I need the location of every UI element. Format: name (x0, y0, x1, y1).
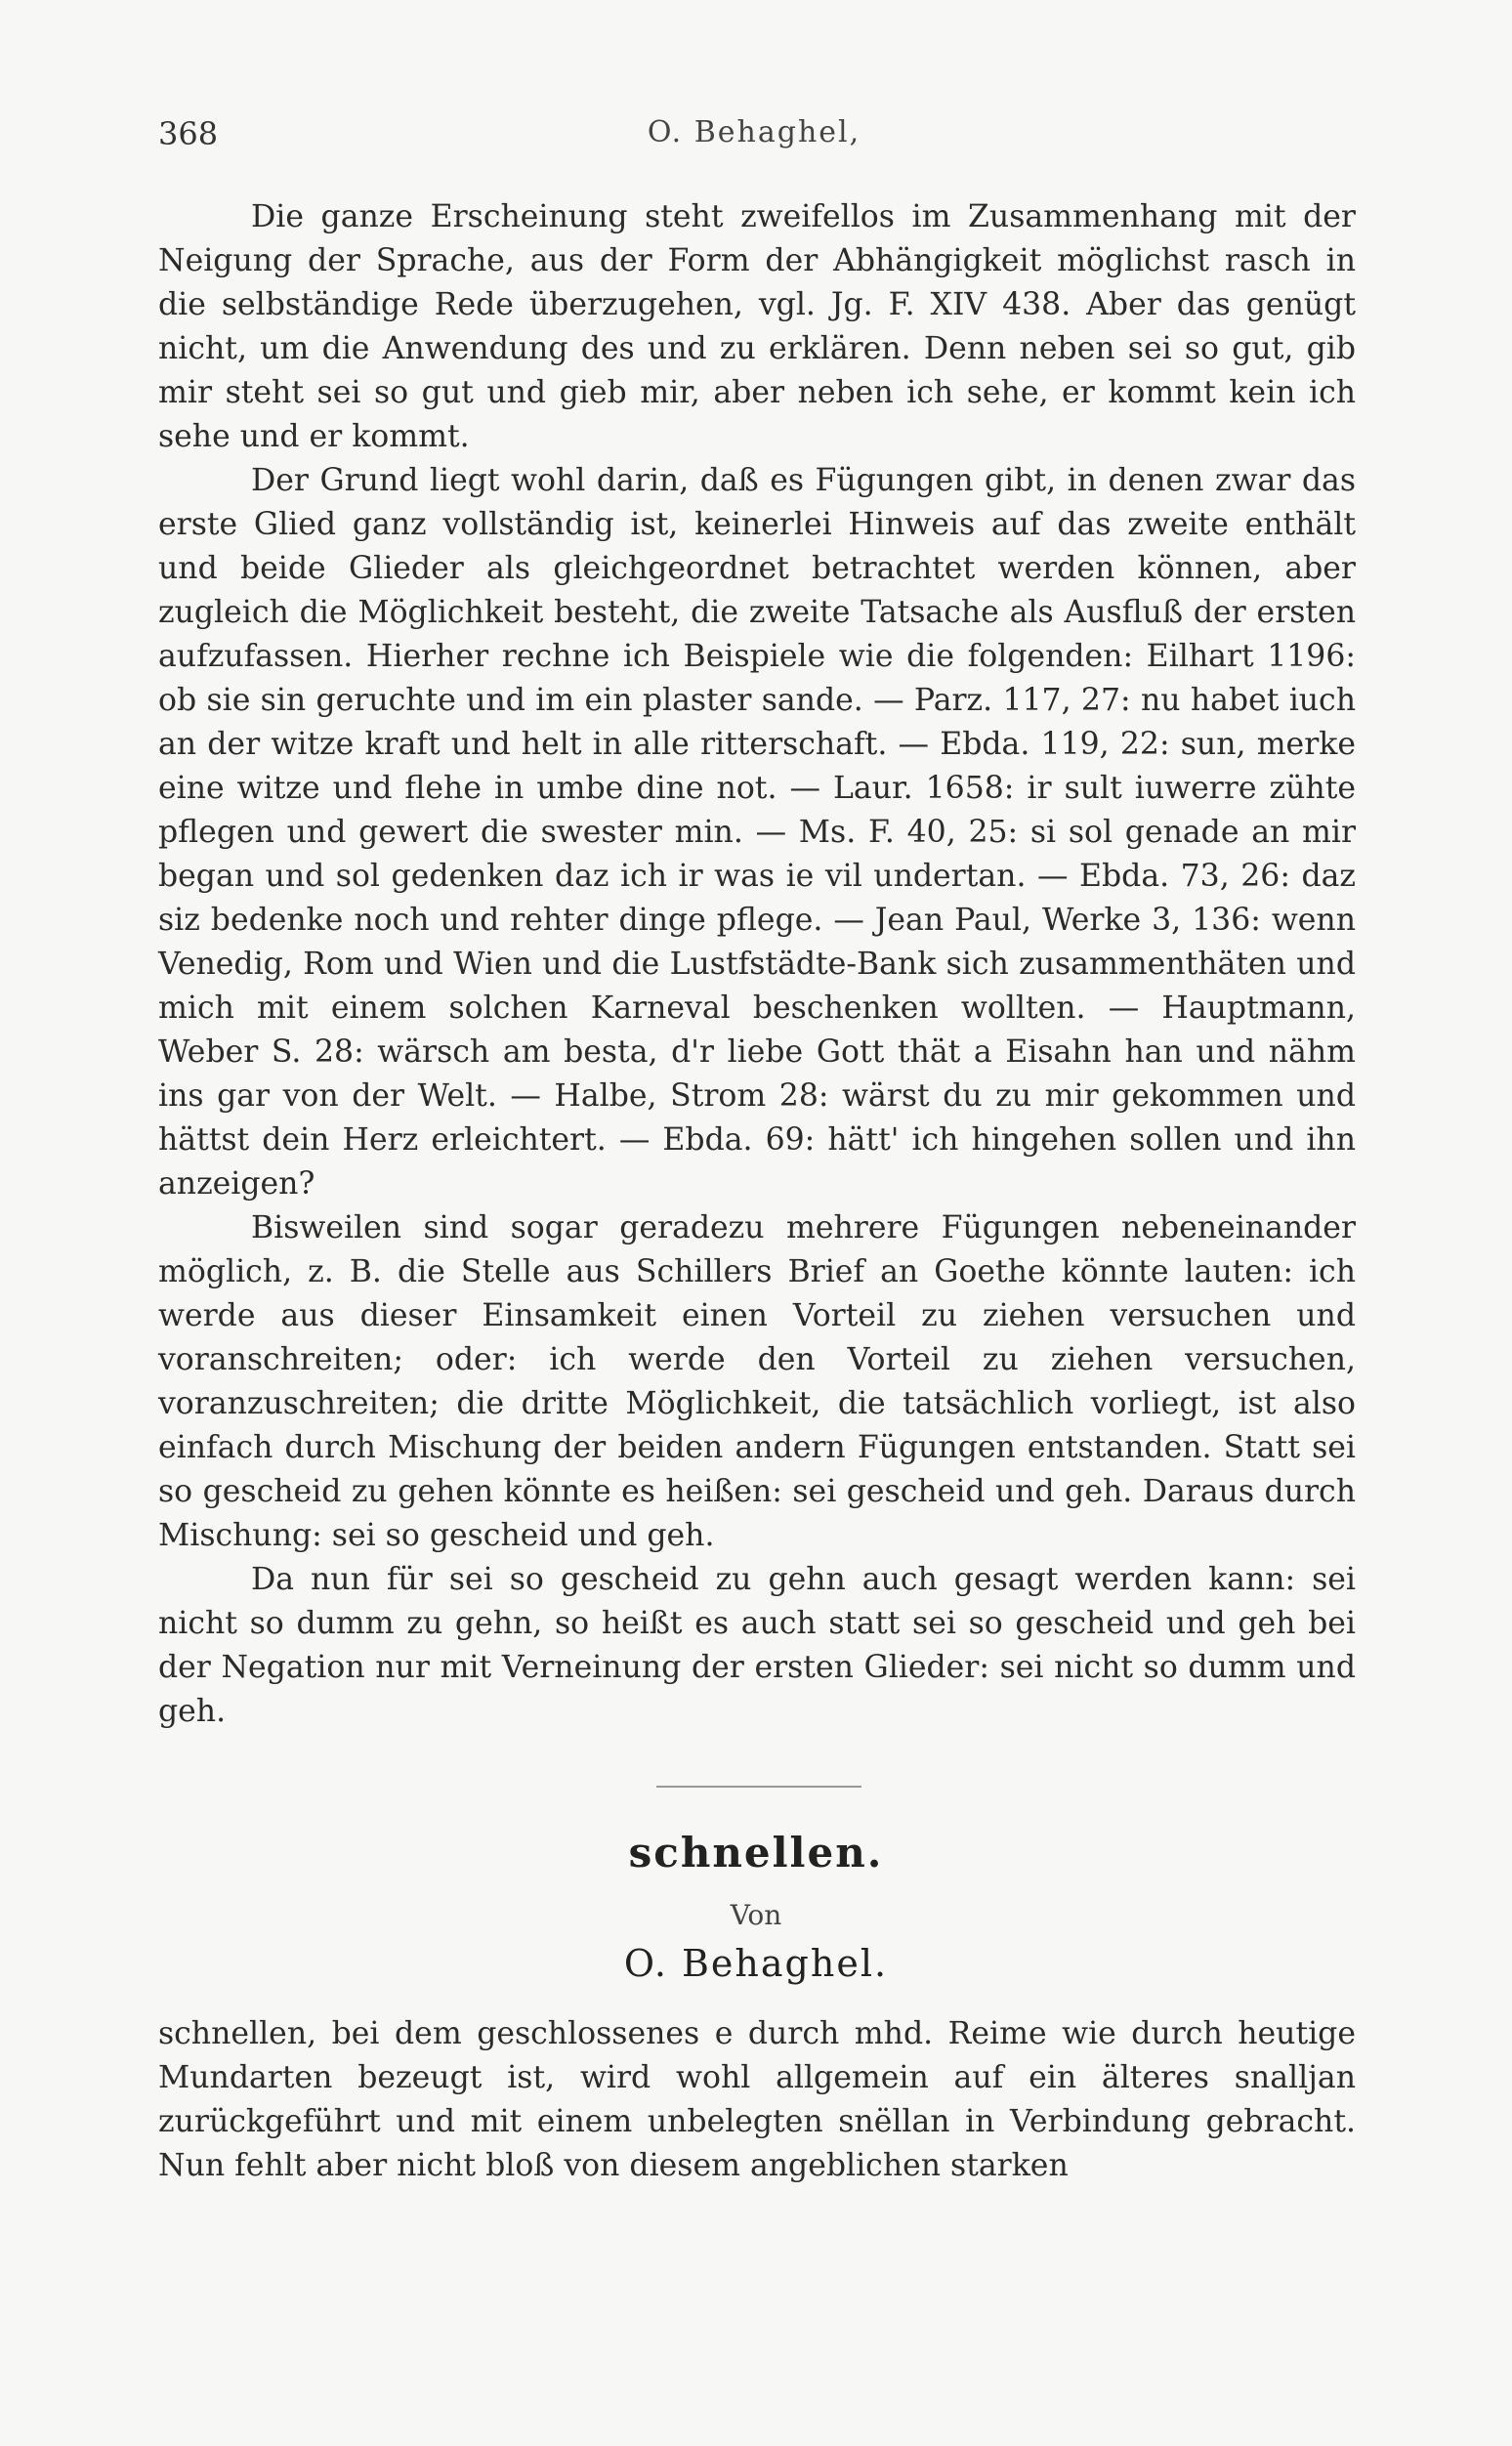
page-number: 368 (158, 115, 219, 152)
main-text (158, 195, 1356, 1734)
article-title: schnellen. (628, 1829, 884, 1877)
byline-von: Von (730, 1899, 782, 1931)
running-head: O. Behaghel, (647, 115, 861, 149)
paragraph-3: Bisweilen sind sogar geradezu mehrere Fügungen nebeneinander möglich, z. B. die Stelle aus Schillers Brief an Goethe könnte lauten: ich werde aus dieser Einsamkeit einen Vorteil zu ziehen versuchen und voranschreiten; oder: ich werde den Vorteil zu ziehen versuchen, voranzuschreiten; die dritte Möglichkeit, die tatsächlich vorliegt, ist also einfach durch Mischung der beiden andern Fügungen entstanden. Statt sei so gescheid zu gehen könnte es heißen: sei gescheid und geh. Daraus durch Mischung: sei so gescheid und geh. (158, 1210, 1356, 1553)
paragraph-2: Der Grund liegt wohl darin, daß es Fügungen gibt, in denen zwar das erste Glied ganz vollständig ist, keinerlei Hinweis auf das zweite enthält und beide Glieder als gleichgeordnet betrachtet werden können, aber zugleich die Möglichkeit besteht, die zweite Tatsache als Ausfluß der ersten aufzufassen. Hierher rechne ich Beispiele wie die folgenden: Eilhart 1196: ob sie sin geruchte und im ein plaster sande. — Parz. 117, 27: nu habet iuch an der witze kraft und helt in alle ritterschaft. — Ebda. 119, 22: sun, merke eine witze und flehe in umbe dine not. — Laur. 1658: ir sult iuwerre zühte pflegen und gewert die swester min. — Ms. F. 40, 25: si sol genade an mir began und sol gedenken daz ich ir was ie vil undertan. — Ebda. 73, 26: daz siz bedenke noch und rehter dinge pflege. — Jean Paul, Werke 3, 136: wenn Venedig, Rom und Wien und die Lustfstädte-Bank sich zusammenthäten und mich mit einem solchen Karneval beschenken wollten. — Hauptmann, Weber S. 28: wärsch am besta, d'r liebe Gott thät a Eisahn han und nähm ins gar von der Welt. — Halbe, Strom 28: wärst du zu mir gekommen und hättst dein Herz erleichtert. — Ebda. 69: hätt' ich hingehen sollen und ihn anzeigen? (158, 463, 1356, 1202)
paragraph-4: Da nun für sei so gescheid zu gehn auch gesagt werden kann: sei nicht so dumm zu gehn, so heißt es auch statt sei so gescheid und geh bei der Negation nur mit Verneinung der ersten Glieder: sei nicht so dumm und geh. (158, 1562, 1356, 1729)
section-divider (656, 1786, 861, 1788)
page-header (158, 115, 1350, 164)
article-paragraph-1: schnellen, bei dem geschlossenes e durch mhd. Reime wie durch heutige Mundarten bezeugt ist, wird wohl allgemein auf ein älteres snalljan zurückgeführt und mit einem unbelegten snëllan in Verbindung gebracht. Nun fehlt aber nicht bloß von diesem angeblichen starken (158, 2016, 1356, 2183)
byline-author: O. Behaghel. (623, 1942, 889, 1985)
article-text (158, 2012, 1356, 2188)
paragraph-1: Die ganze Erscheinung steht zweifellos im Zusammenhang mit der Neigung der Sprache, aus der Form der Abhängigkeit möglichst rasch in die selbständige Rede überzugehen, vgl. Jg. F. XIV 438. Aber das genügt nicht, um die Anwendung des und zu erklären. Denn neben sei so gut, gib mir steht sei so gut und gieb mir, aber neben ich sehe, er kommt kein ich sehe und er kommt. (158, 199, 1356, 454)
